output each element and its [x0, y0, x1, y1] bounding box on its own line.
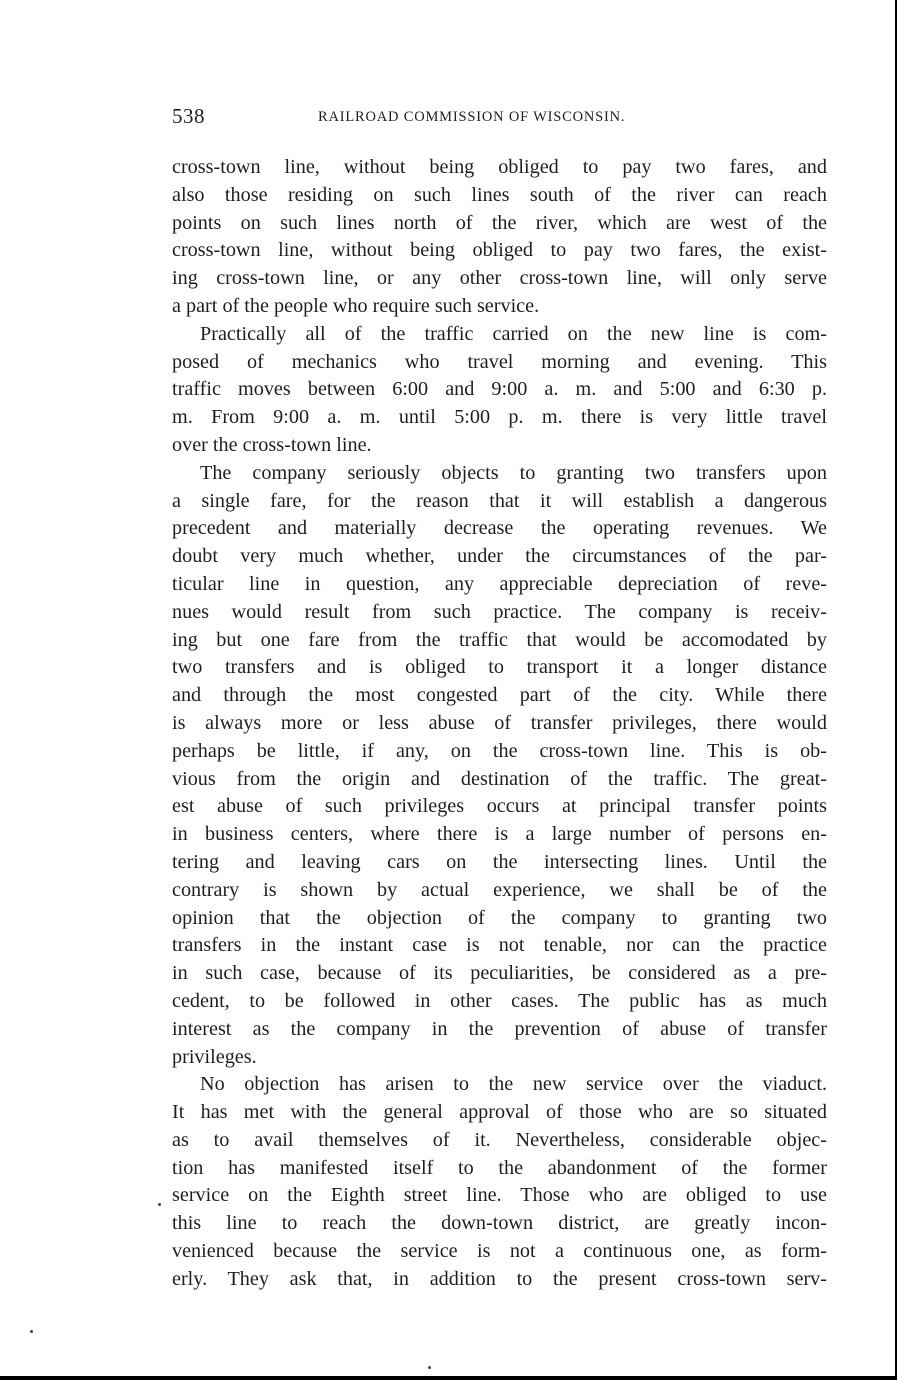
scan-speck	[428, 1366, 431, 1369]
text-line: tering and leaving cars on the intersecting lines. Until the	[172, 850, 827, 873]
scan-speck	[158, 1203, 161, 1206]
paragraph	[172, 460, 827, 1072]
text-line: this line to reach the down-town district, are greatly incon-	[172, 1212, 827, 1235]
paragraph	[172, 154, 827, 321]
text-line: precedent and materially decrease the operating revenues. We	[172, 517, 827, 540]
text-line: two transfers and is obliged to transport it a longer distance	[172, 656, 827, 679]
text-line: opinion that the objection of the company to granting two	[172, 906, 827, 929]
text-line: erly. They ask that, in addition to the present cross-town serv-	[172, 1267, 827, 1290]
text-line: Practically all of the traffic carried on the new line is com-	[200, 322, 827, 345]
text-line: in business centers, where there is a large number of persons en-	[172, 823, 827, 846]
text-line: The company seriously objects to granting two transfers upon	[200, 461, 827, 484]
text-line: cross-town line, without being obliged to pay two fares, and	[172, 156, 827, 178]
text-line: a part of the people who require such service.	[172, 294, 540, 317]
text-line: No objection has arisen to the new service over the viaduct.	[200, 1073, 827, 1096]
text-line: a single fare, for the reason that it will establish a dangerous	[172, 489, 827, 512]
text-line: doubt very much whether, under the circumstances of the par-	[172, 545, 827, 568]
text-line: contrary is shown by actual experience, we shall be of the	[172, 878, 827, 901]
text-line: est abuse of such privileges occurs at principal transfer points	[172, 795, 827, 818]
paragraph	[172, 321, 827, 460]
page-number: 538	[172, 104, 205, 128]
text-line: and through the most congested part of the city. While there	[172, 684, 827, 707]
text-line: cedent, to be followed in other cases. The public has as much	[172, 989, 827, 1012]
text-line: nues would result from such practice. The company is receiv-	[172, 600, 827, 623]
text-line: ticular line in question, any appreciable depreciation of reve-	[172, 572, 827, 595]
text-line: posed of mechanics who travel morning and evening. This	[172, 350, 827, 373]
text-line: as to avail themselves of it. Nevertheless, considerable objec-	[172, 1128, 827, 1151]
text-line: points on such lines north of the river, which are west of the	[172, 211, 827, 234]
paragraph	[172, 1071, 827, 1293]
text-line: is always more or less abuse of transfer privileges, there would	[172, 711, 827, 734]
text-line: privileges.	[172, 1045, 257, 1068]
text-line: transfers in the instant case is not tenable, nor can the practice	[172, 934, 827, 957]
text-line: cross-town line, without being obliged to pay two fares, the exist-	[172, 239, 827, 262]
scan-speck	[30, 1330, 33, 1333]
text-line: also those residing on such lines south of the river can reach	[172, 183, 827, 206]
body-text	[172, 154, 827, 1294]
text-line: traffic moves between 6:00 and 9:00 a. m. and 5:00 and 6:30 p.	[172, 378, 827, 401]
text-line: ing cross-town line, or any other cross-town line, will only serve	[172, 267, 827, 290]
text-line: venienced because the service is not a continuous one, as form-	[172, 1240, 827, 1263]
text-line: tion has manifested itself to the abandonment of the former	[172, 1156, 827, 1179]
text-line: m. From 9:00 a. m. until 5:00 p. m. there is very little travel	[172, 406, 827, 429]
text-line: vious from the origin and destination of the traffic. The great-	[172, 767, 827, 790]
text-line: It has met with the general approval of those who are so situated	[172, 1101, 827, 1124]
running-title: RAILROAD COMMISSION OF WISCONSIN.	[318, 109, 626, 125]
text-line: in such case, because of its peculiarities, be considered as a pre-	[172, 962, 827, 985]
text-line: service on the Eighth street line. Those who are obliged to use	[172, 1184, 827, 1207]
text-line: interest as the company in the prevention of abuse of transfer	[172, 1017, 827, 1040]
page-header	[172, 104, 690, 134]
text-line: perhaps be little, if any, on the cross-town line. This is ob-	[172, 739, 827, 762]
text-line: over the cross-town line.	[172, 433, 372, 456]
text-line: ing but one fare from the traffic that would be accomodated by	[172, 628, 827, 651]
